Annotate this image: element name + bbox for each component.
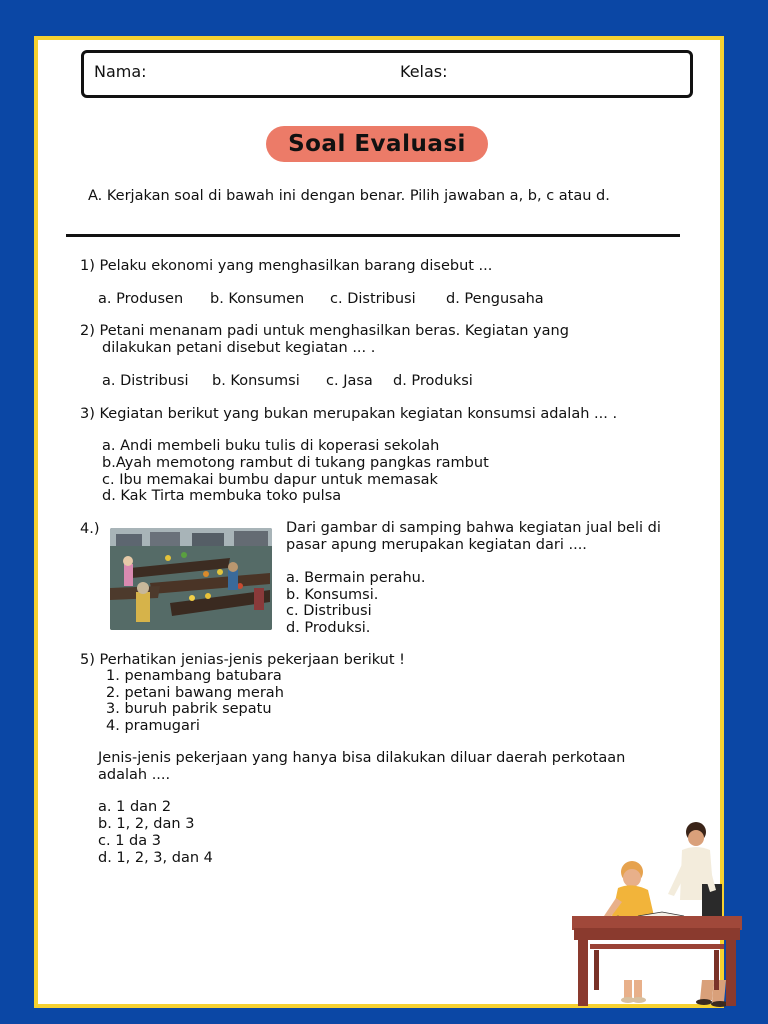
question-4-line-1: Dari gambar di samping bahwa kegiatan jual beli di (286, 520, 661, 536)
q3-option-a: a. Andi membeli buku tulis di koperasi sekolah (102, 438, 440, 454)
question-3: 3) Kegiatan berikut yang bukan merupakan kegiatan konsumsi adalah ... . (80, 406, 618, 422)
worksheet (34, 36, 724, 1008)
q3-option-b: b.Ayah memotong rambut di tukang pangkas rambut (102, 455, 489, 471)
divider-line (66, 234, 680, 237)
q3-option-c: c. Ibu memakai bumbu dapur untuk memasak (102, 472, 438, 488)
instruction-text: A. Kerjakan soal di bawah ini dengan benar. Pilih jawaban a, b, c atau d. (88, 188, 610, 204)
q1-option-c: c. Distribusi (330, 291, 416, 307)
question-5: 5) Perhatikan jenias-jenis pekerjaan berikut ! (80, 652, 405, 668)
q2-option-b: b. Konsumsi (212, 373, 300, 389)
q5-option-c: c. 1 da 3 (98, 833, 161, 849)
q5-item-3: 3. buruh pabrik sepatu (106, 701, 272, 717)
question-2-line-2: dilakukan petani disebut kegiatan ... . (102, 340, 376, 356)
q4-option-a: a. Bermain perahu. (286, 570, 426, 586)
q5-item-2: 2. petani bawang merah (106, 685, 284, 701)
question-4-line-2: pasar apung merupakan kegiatan dari .... (286, 537, 587, 553)
name-label: Nama: (94, 62, 147, 81)
q5-item-1: 1. penambang batubara (106, 668, 282, 684)
q4-option-d: d. Produksi. (286, 620, 371, 636)
q2-option-a: a. Distribusi (102, 373, 189, 389)
class-label: Kelas: (400, 62, 448, 81)
q1-option-a: a. Produsen (98, 291, 184, 307)
question-5-prompt-line-1: Jenis-jenis pekerjaan yang hanya bisa dilakukan diluar daerah perkotaan (98, 750, 626, 766)
question-4-number: 4.) (80, 521, 100, 537)
q5-option-b: b. 1, 2, dan 3 (98, 816, 195, 832)
question-1: 1) Pelaku ekonomi yang menghasilkan barang disebut ... (80, 258, 493, 274)
q1-option-b: b. Konsumen (210, 291, 305, 307)
name-class-box (81, 50, 693, 98)
question-5-prompt-line-2: adalah .... (98, 767, 171, 783)
q2-option-d: d. Produksi (393, 373, 473, 389)
teacher-student-illustration (564, 820, 754, 1010)
q1-option-d: d. Pengusaha (446, 291, 544, 307)
q4-option-b: b. Konsumsi. (286, 587, 379, 603)
floating-market-photo (110, 528, 272, 630)
question-2-line-1: 2) Petani menanam padi untuk menghasilkan beras. Kegiatan yang (80, 323, 569, 339)
q4-option-c: c. Distribusi (286, 603, 372, 619)
q3-option-d: d. Kak Tirta membuka toko pulsa (102, 488, 342, 504)
q2-option-c: c. Jasa (326, 373, 373, 389)
q5-item-4: 4. pramugari (106, 718, 200, 734)
q5-option-a: a. 1 dan 2 (98, 799, 172, 815)
q5-option-d: d. 1, 2, 3, dan 4 (98, 850, 213, 866)
page-title: Soal Evaluasi (266, 126, 488, 162)
